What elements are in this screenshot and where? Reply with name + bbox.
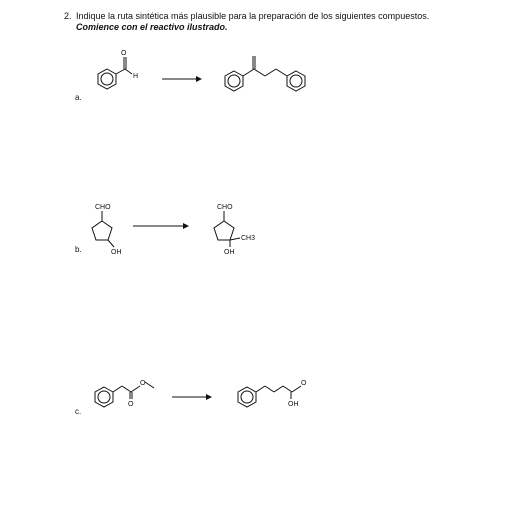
question-number: 2. [64, 11, 72, 21]
atom-label: OH [111, 249, 122, 256]
part-b-reactant [92, 204, 122, 256]
atom-label: OH [288, 401, 299, 408]
bond [283, 386, 292, 392]
atom-label: O [128, 401, 134, 408]
question-subtitle: Comience con el reactivo ilustrado. [76, 22, 228, 32]
part-a-label: a. [75, 93, 82, 102]
aromatic-circle [228, 75, 240, 87]
part-a-product [225, 56, 305, 91]
bond [131, 386, 140, 392]
atom-label: H [133, 73, 139, 80]
cyclopentane-ring [92, 221, 112, 240]
part-c-product [238, 380, 307, 408]
bond [145, 382, 154, 388]
atom-label: O [140, 380, 146, 387]
part-b-label: b. [75, 245, 82, 254]
bond [292, 386, 301, 392]
atom-label: OH [224, 249, 235, 256]
bond [256, 386, 265, 392]
aromatic-circle [241, 391, 253, 403]
bond [230, 238, 240, 240]
bond [108, 240, 114, 247]
atom-label: CHO [95, 204, 111, 211]
atom-label: CH3 [241, 235, 256, 242]
part-b-product [214, 204, 255, 256]
bond [254, 69, 265, 76]
bond [125, 69, 132, 74]
cyclopentane-ring [214, 221, 234, 240]
bond [265, 69, 276, 76]
atom-label: O [301, 380, 307, 387]
aromatic-circle [290, 75, 302, 87]
part-c-label: c. [75, 407, 82, 416]
atom-label: O [121, 50, 127, 57]
bond [265, 386, 274, 392]
part-a-reactant [98, 50, 138, 89]
bond [243, 69, 254, 76]
atom-label: CHO [217, 204, 233, 211]
bond [122, 386, 131, 392]
part-c-reactant [95, 380, 154, 408]
bond [274, 386, 283, 392]
bond [113, 386, 122, 392]
aromatic-circle [98, 391, 110, 403]
bond [276, 69, 287, 76]
aromatic-circle [101, 73, 113, 85]
bond [116, 69, 125, 74]
question-text: Indique la ruta sintética más plausible para la preparación de los siguientes compuestos. [76, 11, 430, 21]
